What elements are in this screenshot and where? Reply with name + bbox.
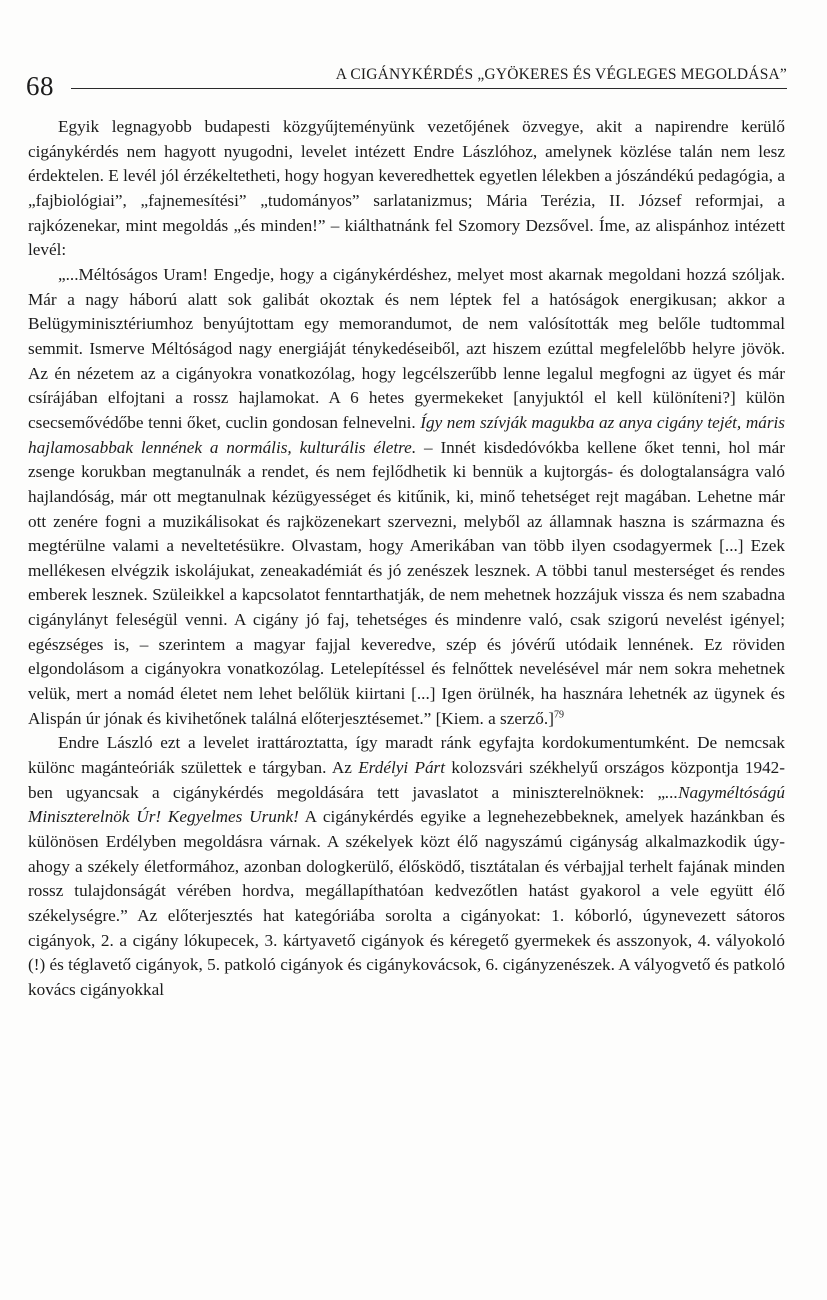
page-number: 68 <box>26 71 54 101</box>
salutation: ...Nagyméltóságú Miniszterelnök Úr! Kegyelmes Urunk! <box>28 782 785 827</box>
body-text <box>28 115 785 1003</box>
party-name: Erdélyi Párt <box>358 758 446 778</box>
quote-emphasis: Így nem szívják magukba az anya cigány tejét, máris hajlamosabbak lennének a normális, kulturális életre. <box>28 412 785 457</box>
quote-text: „...Méltóságos Uram! Engedje, hogy a cigánykérdéshez, melyet most akarnak megoldani hozzá szóljak. Már a nagy háború alatt sok galibát okoztak és nem léptek fel a hatóságok energikusan; akkor a Belügyminisztériumhoz benyújtottam egy memorandumot, de nem valósították meg belőle tudtommal semmit. Ismerve Méltóságod nagy energiáját ténykedéseiből, azt hiszem ezúttal megfelelőbb helyre jövök. Az én nézetem az a cigányokra vonatkozólag, hogy legcélszerűbb lenne legalul megfogni az ügyet és már csírájában elfojtani a rossz hajlamokat. A 6 hetes gyermekeket [anyjuktól el kell különíteni?] külön csecsemővédőbe tenni őket, cuclin gondosan felnevelni. <box>28 264 785 432</box>
paragraph-text: Endre László ezt a levelet irattároztatta, így maradt ránk egyfajta kordokumentumként. De nemcsak különc magánteóriák születtek e tárgyban. Az <box>28 733 785 778</box>
paragraph-erdelyi-part <box>28 731 785 1002</box>
paragraph-text: kolozsvári székhelyű országos központja 1942-ben ugyancsak a cigánykérdés megoldására tett javaslatot a miniszterelnöknek: „ <box>28 758 785 802</box>
paragraph-intro: Egyik legnagyobb budapesti közgyűjteményünk vezetőjének özvegye, akit a napirendre kerülő cigánykérdés nem hagyott nyugodni, levelet intézett Endre Lászlóhoz, amelynek közlése talán nem lesz érdektelen. E levél jól érzékeltetheti, hogy hogyan keveredhettek egyetlen lélekben a jószándékú pedagógia, a „fajbiológiai”, „fajnemesítési” „tudományos” sarlatanizmus; Mária Terézia, II. József reformjai, a rajkózenekar, mint megoldás „és minden!” – kiálthatnánk fel Szomory Dezsővel. Íme, az alispánhoz intézett levél: <box>28 117 785 260</box>
paragraph-text: A cigánykérdés egyike a legnehezebbeknek, amelyek hazánkban és különösen Erdélyben megoldásra várnak. A székelyek közt élő nagyszámú cigányság alkalmazkodik úgy-ahogy a székely életformához, azonban dologkerülő, élősködő, tisztátalan és vérbajjal terhelt fajának minden rossz tulajdonságát vérében hordva, megállapíthatóan kedvezőtlen hatást gyakorol a vele együtt élő székelységre.” Az előterjesztés hat kategóriába sorolta a cigányokat: 1. kóborló, úgynevezett sátoros cigányok, 2. a cigány lókupecek, 3. kártyavető cigányok és kéregető gyermekek és asszonyok, 4. vályokoló (!) és téglavető cigányok, 5. patkoló cigányok és cigánykovácsok, 6. cigányzenészek. A vályogvető és patkoló kovács cigányokkal <box>28 807 785 999</box>
quoted-letter <box>28 263 785 731</box>
running-header: A CIGÁNYKÉRDÉS „GYÖKERES ÉS VÉGLEGES MEGOLDÁSA” <box>335 66 787 83</box>
footnote-reference: 79 <box>553 709 564 721</box>
header-rule <box>71 88 787 89</box>
quote-text-rest: – Innét kisdedóvókba kellene őket tenni, hol már zsenge korukban megtanulnák a rendet, és nem fejlődhetik ki bennük a kujtorgás- és dologtalanságra való hajlandóság, már ott megtanulnak kézügyességet és kitűnik, ki, minő tehetséget rejt magában. Lehetne már ott zenére fogni a muzikálisokat és rajközenekart szervezni, melyből az államnak haszna is származna és megtérülne valami a neveltetésükre. Olvastam, hogy Amerikában van több ilyen csodagyermek [...] Ezek mellékesen elvégzik iskolájukat, zeneakadémiát és jó zenészek lesznek. A többi tanul mesterséget és rendes emberek lesznek. Szüleikkel a kapcsolatot fenntarthatják, de nem mehetnek hozzájuk vissza és nem szabadna cigánylányt feleségül venni. A cigány jó faj, tehetséges és mindenre való, csak szigorú nevelést igényel; egészséges is, – szerintem a magyar fajjal keveredve, szép és jóvérű utódaik lennének. Ez röviden elgondolásom a cigányokra vonatkozólag. Letelepítéssel és felnőttek nevelésével már nem sokra mehetnek velük, mert a nomád életet nem lehet belőlük kiirtani [...] Igen örülnék, ha hasznára lehetnék az ügynek és Alispán úr jónak és kivihetőnek találná előterjesztésemet.” [Kiem. a szerző.] <box>28 437 785 728</box>
